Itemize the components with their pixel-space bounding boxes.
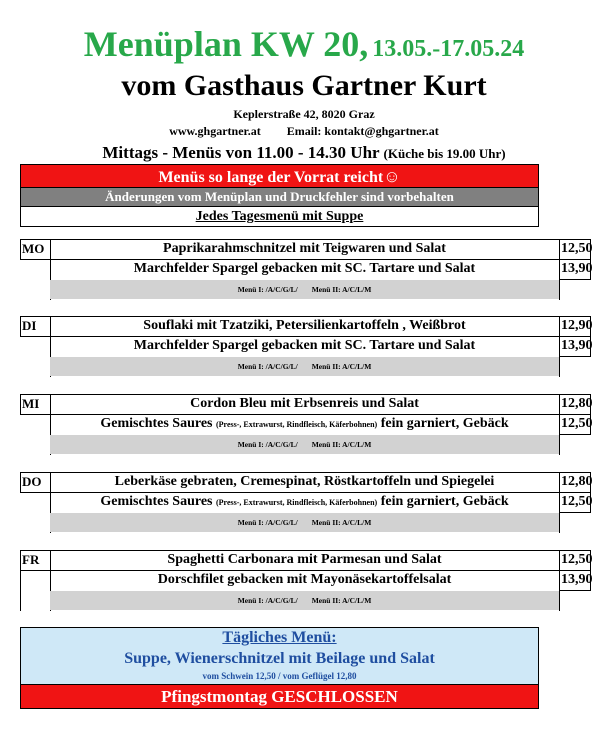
menu-1: Spaghetti Carbonara mit Parmesan und Salat [167,552,442,567]
menu-2: Dorschfilet gebacken mit Mayonäsekartoffelsalat [157,572,452,587]
stock-banner-text: Menüs so lange der Vorrat reicht [158,169,384,186]
menu-2 [50,492,559,512]
day-table-fr [20,550,591,611]
allergen-info [50,280,559,299]
daily-menu-box [20,627,539,685]
day-code: FR [22,552,40,567]
disclaimer-banner: Änderungen vom Menüplan und Druckfehler sind vorbehalten [20,188,539,207]
menu-1: Leberkäse gebraten, Cremespinat, Röstkartoffeln und Spiegelei [114,474,495,489]
day-code: MO [22,241,45,256]
day-table-mi [20,394,591,455]
menu-2-main: Gemischtes Saures [100,494,213,509]
menu-2: Marchfelder Spargel gebacken mit SC. Tartare und Salat [133,261,476,276]
allergen-menu-1: Menü I: /A/C/G/L/ [237,440,298,449]
opening-hours [0,143,608,163]
website-link[interactable]: www.ghgartner.at [169,124,261,138]
allergen-menu-1: Menü I: /A/C/G/L/ [237,596,298,605]
price-1: 12,80 [561,396,593,411]
menu-2-detail: (Press-, Extrawurst, Rindfleisch, Käferbohnen) [216,420,378,429]
price-1: 12,80 [561,474,593,489]
price-2: 13,90 [561,572,593,587]
title-dates: 13.05.-17.05.24 [372,36,525,62]
menu-1: Paprikarahmschnitzel mit Teigwaren und Salat [163,241,446,256]
title-text: Menüplan KW 20, [83,24,369,64]
allergen-info [50,591,559,610]
soup-banner-text: Jedes Tagesmenü mit Suppe [195,209,364,224]
day-table-mo [20,239,591,300]
lunch-hours: Mittags - Menüs von 11.00 - 14.30 Uhr [102,143,380,162]
daily-menu-title: Tägliches Menü: [222,629,337,646]
contact-line [0,124,608,139]
closed-banner: Pfingstmontag GESCHLOSSEN [20,685,539,709]
address: Keplerstraße 42, 8020 Graz [233,107,375,121]
day-code: MI [22,396,40,411]
allergen-menu-2: Menü II: A/C/L/M [311,285,372,294]
price-2: 13,90 [561,261,593,276]
price-2: 13,90 [561,338,593,353]
kitchen-hours: (Küche bis 19.00 Uhr) [383,146,506,161]
menu-2-detail: (Press-, Extrawurst, Rindfleisch, Käferbohnen) [216,498,378,507]
day-code: DI [22,318,37,333]
menu-1: Souflaki mit Tzatziki, Petersilienkartoffeln , Weißbrot [143,318,466,333]
menu-2 [50,414,559,434]
allergen-menu-1: Menü I: /A/C/G/L/ [237,362,298,371]
allergen-menu-2: Menü II: A/C/L/M [311,596,372,605]
allergen-info [50,435,559,454]
allergen-menu-2: Menü II: A/C/L/M [311,440,372,449]
menu-2: Marchfelder Spargel gebacken mit SC. Tartare und Salat [133,338,476,353]
price-1: 12,50 [561,241,593,256]
allergen-menu-1: Menü I: /A/C/G/L/ [237,285,298,294]
menu-1: Cordon Bleu mit Erbsenreis und Salat [190,396,419,411]
menu-2-end: fein garniert, Gebäck [380,494,509,509]
email-link[interactable]: Email: kontakt@ghgartner.at [286,124,439,138]
page-title [0,22,608,66]
allergen-menu-2: Menü II: A/C/L/M [311,362,372,371]
price-1: 12,90 [561,318,593,333]
day-code: DO [22,474,42,489]
allergen-menu-1: Menü I: /A/C/G/L/ [237,518,298,527]
menu-2-end: fein garniert, Gebäck [380,416,509,431]
allergen-info [50,513,559,532]
daily-menu-text: Suppe, Wienerschnitzel mit Beilage und Salat [124,650,435,667]
smiley-icon: ☺ [383,167,401,186]
restaurant-name: vom Gasthaus Gartner Kurt [121,69,487,102]
price-2: 12,50 [561,494,593,509]
allergen-menu-2: Menü II: A/C/L/M [311,518,372,527]
stock-banner [20,164,539,188]
daily-menu-prices: vom Schwein 12,50 / vom Geflügel 12,80 [202,671,357,681]
day-table-di [20,316,591,377]
menu-2-main: Gemischtes Saures [100,416,213,431]
day-table-do [20,472,591,533]
price-2: 12,50 [561,416,593,431]
price-1: 12,50 [561,552,593,567]
soup-banner [20,207,539,227]
allergen-info [50,357,559,376]
